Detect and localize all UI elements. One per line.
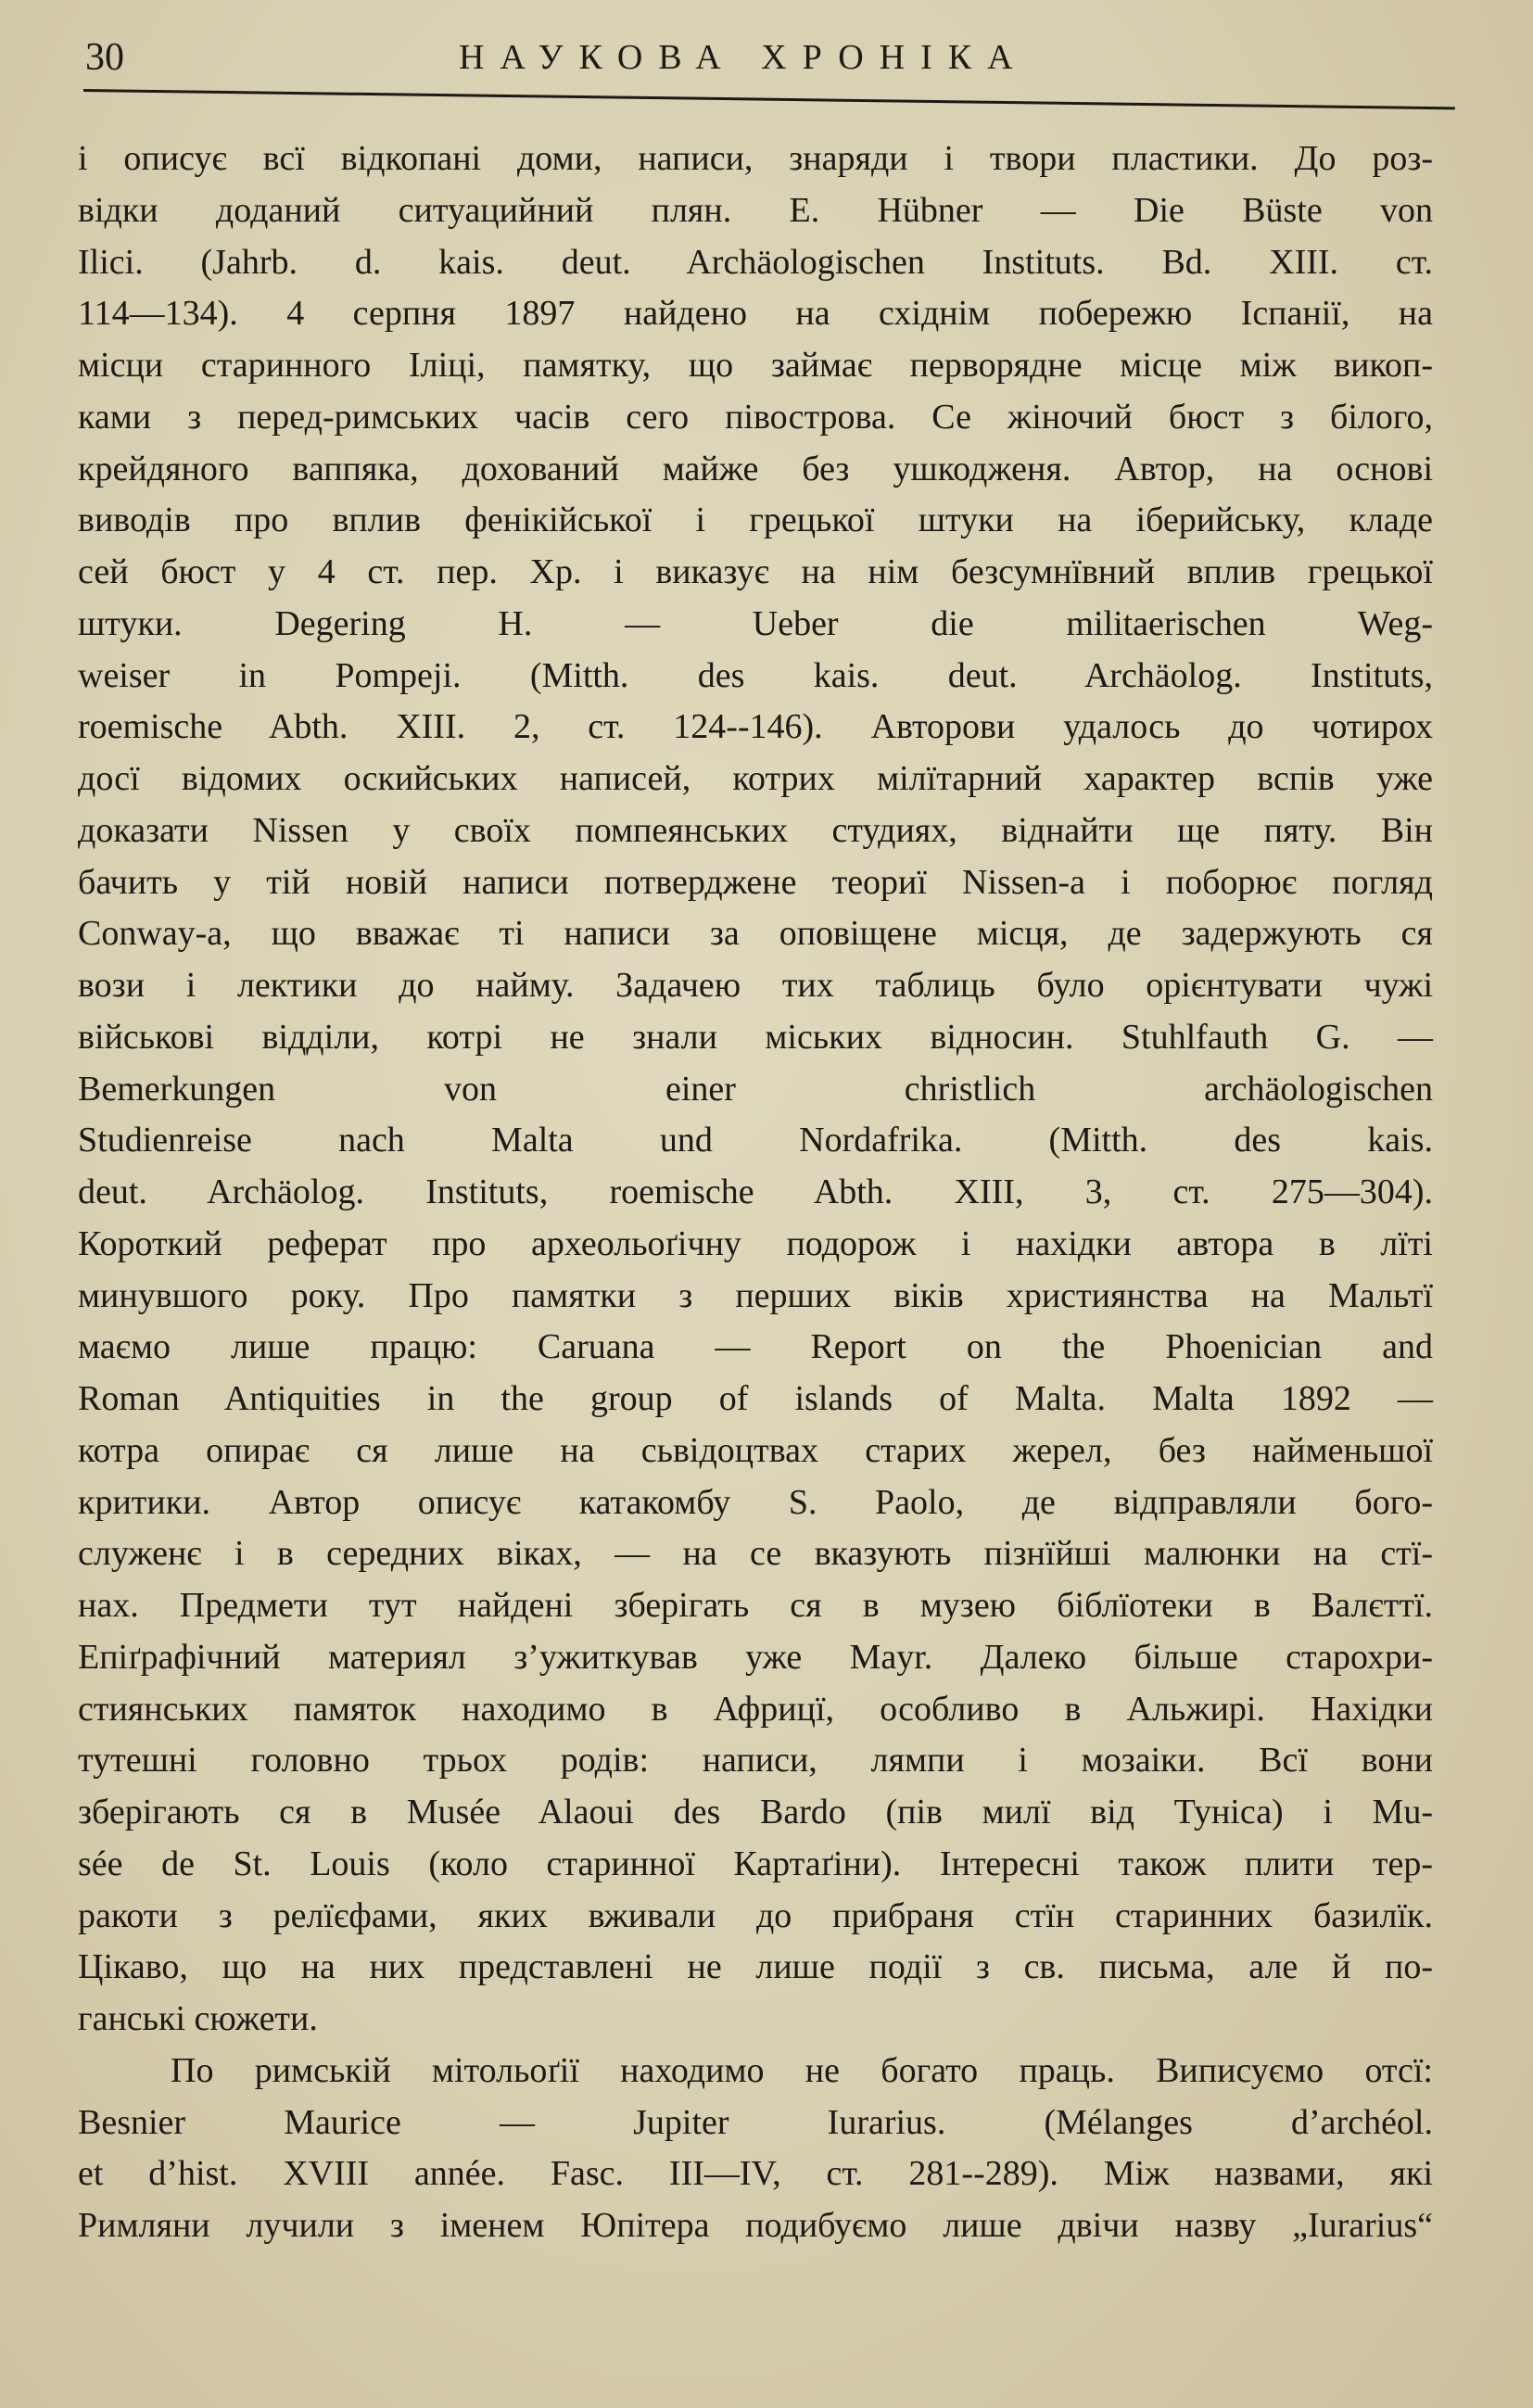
body-text <box>78 133 1433 2252</box>
text-line: weiser in Pompeji. (Mitth. des kais. deut. Archäolog. Instituts, <box>78 655 1433 695</box>
text-line: місци старинного Іліці, памятку, що займає перворядне місце між викоп- <box>78 346 1433 385</box>
text-line: штуки. Degering H. — Ueber die militaerischen Weg- <box>78 603 1433 643</box>
text-line: Studienreise nach Malta und Nordafrika. (Mitth. des kais. <box>78 1121 1433 1160</box>
text-line: Roman Antiquities in the group of islands of Malta. Malta 1892 — <box>78 1379 1433 1418</box>
text-line: котра опирає ся лише на сьвідоцтвах старих жерел, без найменьшої <box>78 1430 1433 1470</box>
text-line: Conway-а, що вважає ті написи за оповіщене місця, де задержують ся <box>78 914 1433 954</box>
text-line: ракоти з релїєфами, яких вживали до прибраня стїн старинних базилїк. <box>78 1895 1433 1935</box>
text-line: досї відомих оскийських написей, котрих мілїтарний характер вспів уже <box>78 759 1433 798</box>
text-line: військові відділи, котрі не знали міських відносин. Stuhlfauth G. — <box>78 1017 1433 1057</box>
text-line: Besnier Maurice — Jupiter Iurarius. (Mélanges d’archéol. <box>78 2102 1433 2142</box>
text-line: Bemerkungen von einer christlich archäologischen <box>78 1069 1433 1109</box>
text-line: минувшого року. Про памятки з перших віків християнства на Мальтї <box>78 1275 1433 1315</box>
text-line: служенє і в середних віках, — на се вказують пізнїйші малюнки на стї- <box>78 1534 1433 1574</box>
text-line: виводів про вплив фенікійської і грецької штуки на іберийську, кладе <box>78 501 1433 540</box>
text-line: стиянських памяток находимо в Африцї, особливо в Альжирі. Нахідки <box>78 1689 1433 1729</box>
text-line: Короткий реферат про археольоґічну подорож і нахідки автора в лїті <box>78 1223 1433 1263</box>
text-line: зберігають ся в Musée Alaoui des Bardo (пів милї від Туніса) і Mu- <box>78 1793 1433 1831</box>
text-line: Епіґрафічний материял з’ужиткував уже Mayr. Далеко більше старохри- <box>78 1637 1433 1677</box>
text-line: вози і лектики до найму. Задачею тих таблиць було орієнтувати чужі <box>78 966 1433 1005</box>
text-line: і описує всї відкопані доми, написи, знаряди і твори пластики. До роз- <box>78 139 1433 178</box>
text-line: Цікаво, що на них представлені не лише події з св. письма, але й по- <box>78 1947 1433 1987</box>
text-line: маємо лише працю: Caruana — Report on the Phoenician and <box>78 1327 1433 1367</box>
text-line: ками з перед-римських часів сего півострова. Се жіночий бюст з білого, <box>78 397 1433 437</box>
text-line: крейдяного ваппяка, дохований майже без ушкодженя. Автор, на основі <box>78 449 1433 488</box>
text-line: сей бюст у 4 ст. пер. Хр. і виказує на нім безсумнївний вплив грецької <box>78 552 1433 591</box>
text-line: По римській мітольоґії находимо не богато праць. Виписуємо отсї: <box>171 2050 1433 2090</box>
text-line: ганські сюжети. <box>78 1999 318 2038</box>
page-number: 30 <box>85 36 124 79</box>
text-line: тутешні головно трьох родів: написи, лямпи і мозаіки. Всї вони <box>78 1741 1433 1781</box>
header-rule <box>83 89 1455 109</box>
text-line: sée de St. Louis (коло старинної Картаґіни). Інтересні також плити тер- <box>78 1844 1433 1883</box>
text-line: et d’hist. XVIII année. Fasc. III—IV, ст. 281--289). Між назвами, які <box>78 2154 1433 2194</box>
text-line: roemische Abth. XIII. 2, ст. 124--146). Авторови удалось до чотирох <box>78 707 1433 747</box>
text-line: доказати Nissen у своїх помпеянських студиях, віднайти ще пяту. Він <box>78 810 1433 850</box>
text-line: Римляни лучили з іменем Юпітера подибуємо лише двічи назву „Iurarius“ <box>78 2206 1433 2245</box>
running-title: НАУКОВА ХРОНІКА <box>459 38 1029 77</box>
text-line: критики. Автор описує катакомбу S. Paolo, де відправляли бого- <box>78 1482 1433 1522</box>
text-line: deut. Archäolog. Instituts, roemische Abth. XIII, 3, ст. 275—304). <box>78 1172 1433 1211</box>
text-line: Ilici. (Jahrb. d. kais. deut. Archäologischen Instituts. Bd. XIII. ст. <box>78 242 1433 282</box>
text-line: відки доданий ситуацийний плян. E. Hübner — Die Büste von <box>78 190 1433 230</box>
text-line: 114—134). 4 серпня 1897 найдено на східнім побережю Іспанії, на <box>78 294 1433 334</box>
text-line: нах. Предмети тут найдені зберігать ся в музею біблїотеки в Валєттї. <box>78 1586 1433 1625</box>
text-line: бачить у тій новій написи потверджене теориї Nissen-а і поборює погляд <box>78 862 1433 902</box>
